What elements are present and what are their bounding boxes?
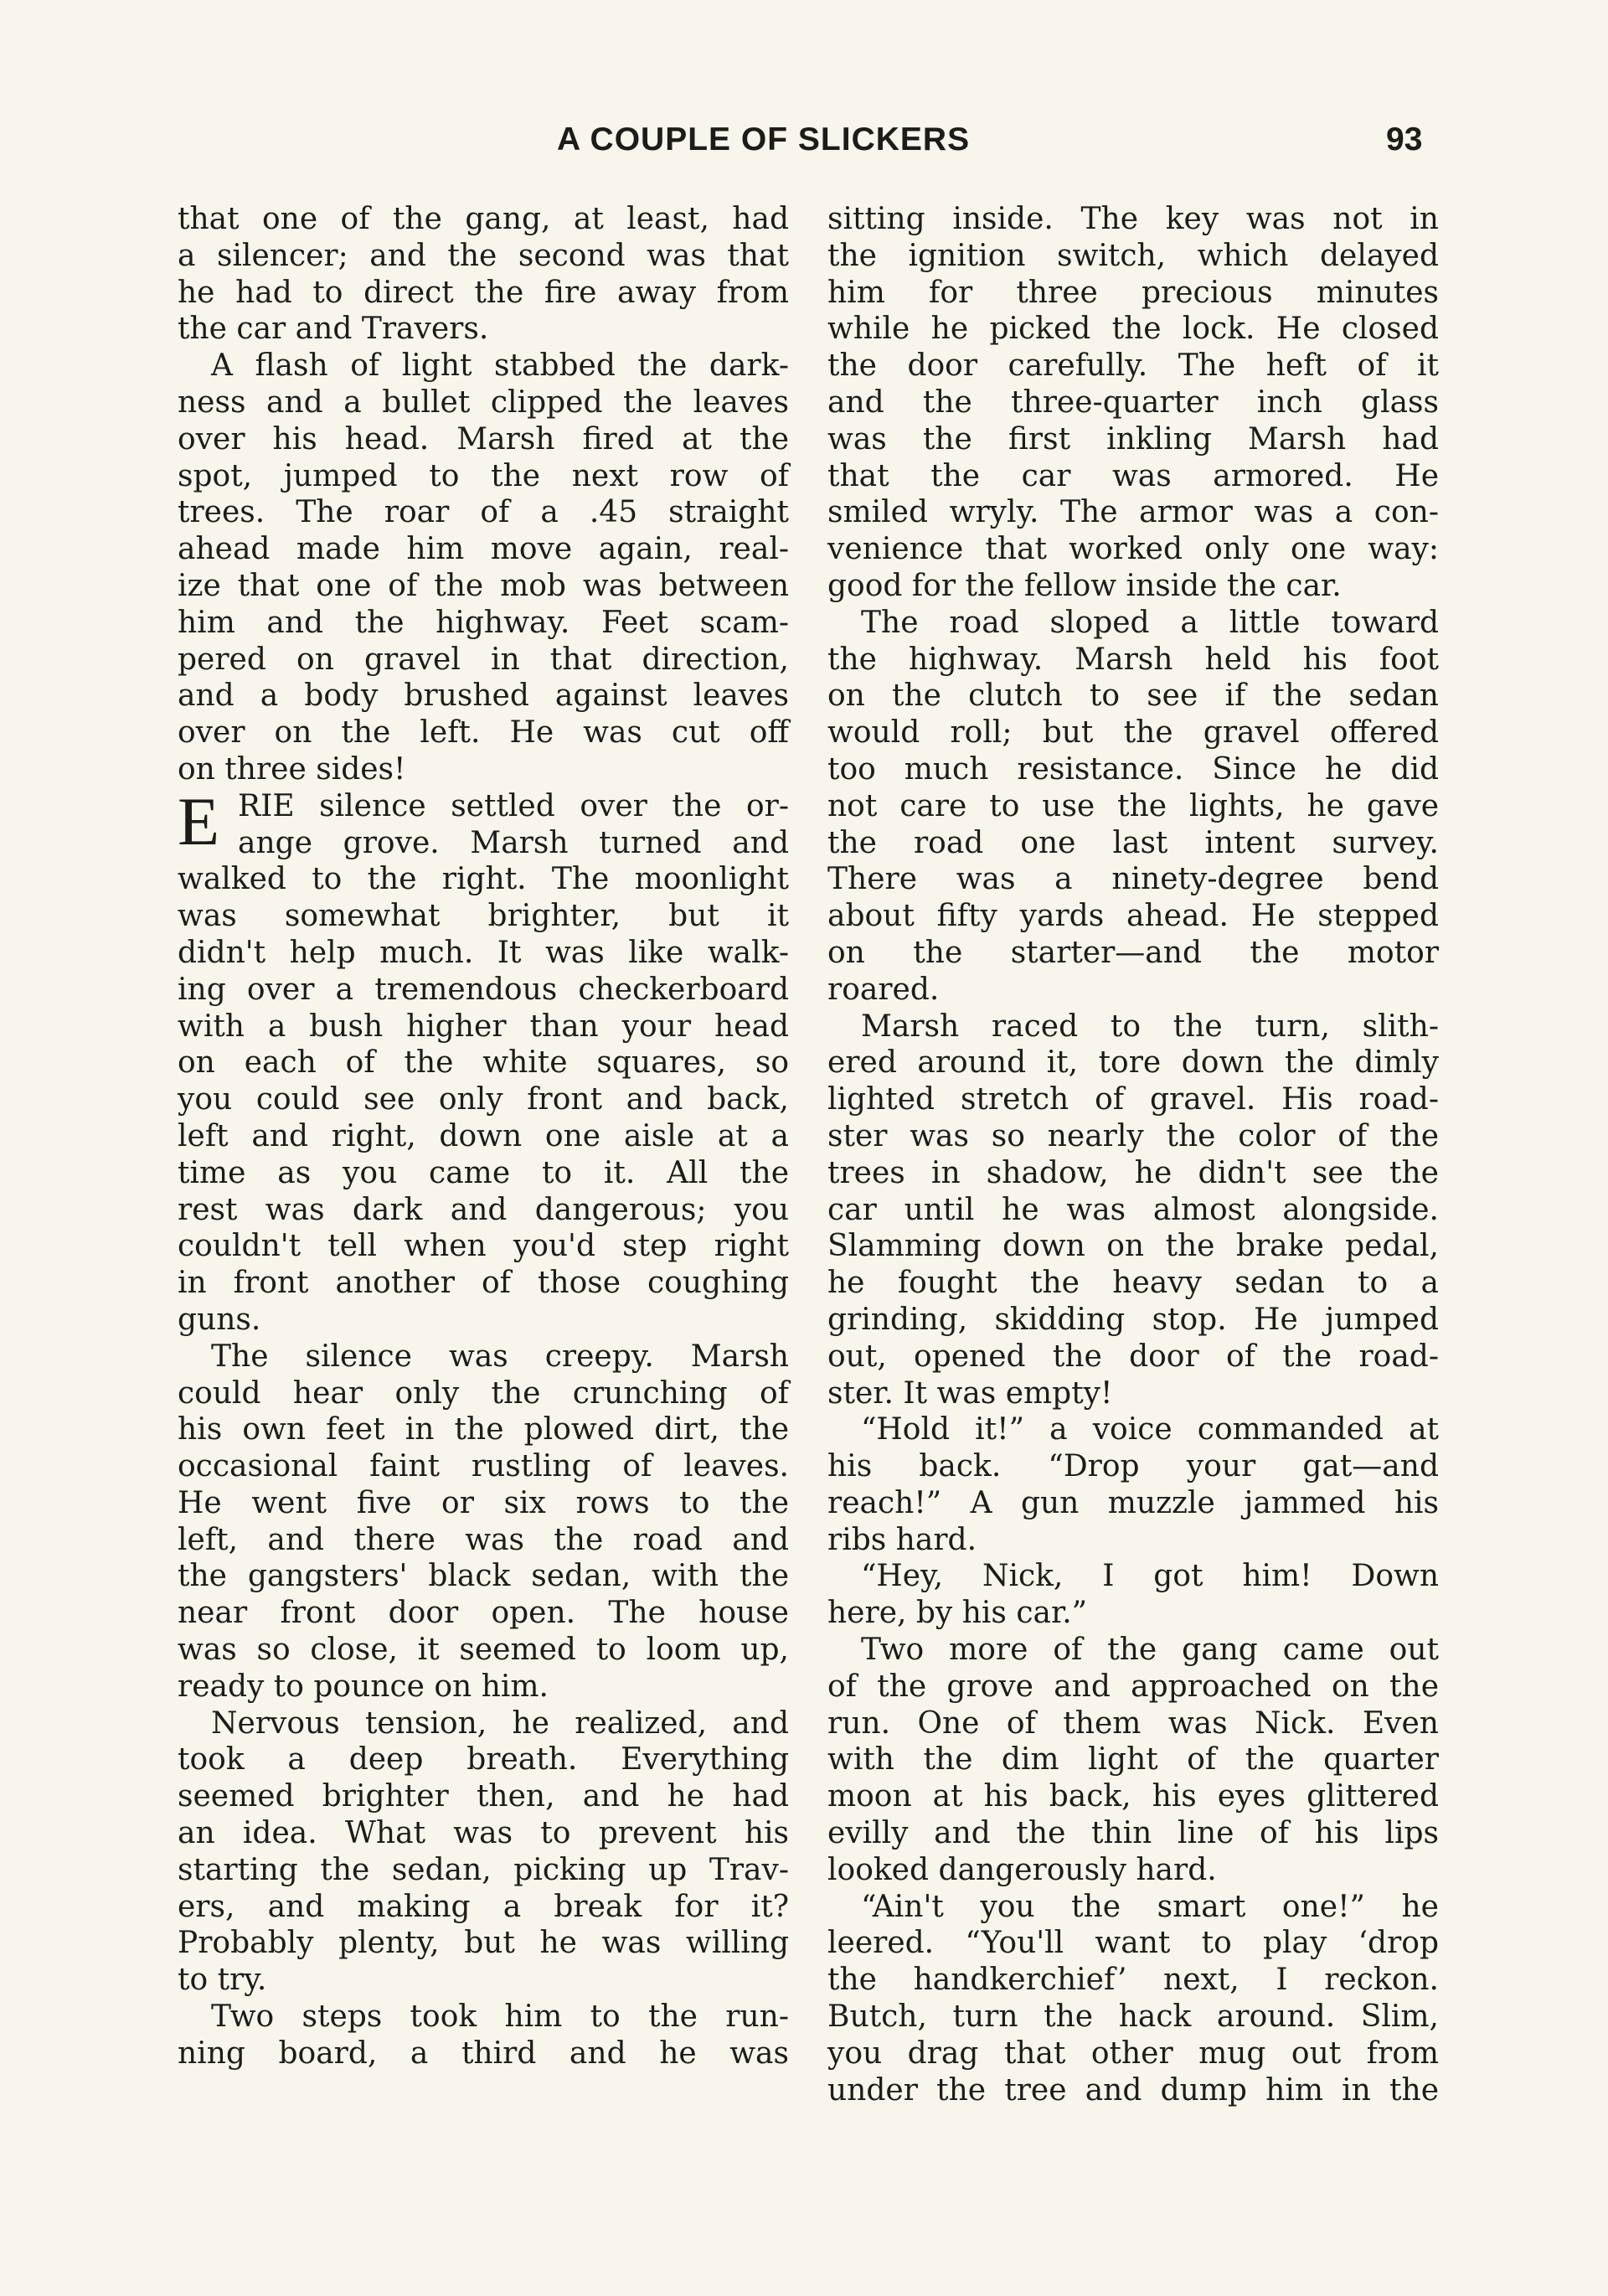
text-line: starting the sedan, picking up Trav- — [178, 1852, 789, 1887]
text-line: rest was dark and dangerous; you — [178, 1192, 789, 1227]
text-line: looked dangerously hard. — [827, 1852, 1217, 1887]
text-line: that the car was armored. He — [827, 458, 1439, 493]
text-line: Butch, turn the hack around. Slim, — [827, 1999, 1439, 2035]
text-line: him for three precious minutes — [827, 275, 1439, 310]
text-line: good for the fellow inside the car. — [827, 568, 1342, 603]
text-line: over his head. Marsh fired at the — [178, 421, 789, 457]
left-column — [178, 201, 789, 2072]
text-line: leered. “You'll want to play ‘drop — [827, 1926, 1439, 1961]
text-line: ahead made him move again, real- — [178, 532, 789, 567]
text-line: the door carefully. The heft of it — [827, 348, 1439, 384]
text-line: He went five or six rows to the — [178, 1485, 789, 1520]
text-line: near front door open. The house — [178, 1596, 789, 1631]
text-line: Slamming down on the brake pedal, — [827, 1229, 1439, 1264]
text-line: the gangsters' black sedan, with the — [178, 1559, 789, 1594]
text-line: and the three-quarter inch glass — [827, 384, 1439, 420]
text-line: venience that worked only one way: — [827, 532, 1439, 567]
text-line: an idea. What was to prevent his — [178, 1816, 789, 1851]
text-line: not care to use the lights, he gave — [827, 788, 1439, 823]
text-line: the highway. Marsh held his foot — [827, 642, 1439, 677]
text-line: ster. It was empty! — [827, 1375, 1113, 1411]
text-line: that one of the gang, at least, had — [178, 202, 789, 236]
text-line: ers, and making a break for it? — [178, 1889, 789, 1924]
page-header — [0, 121, 1608, 163]
text-line: his back. “Drop your gat—and — [827, 1449, 1439, 1484]
text-line: didn't help much. It was like walk- — [178, 935, 789, 970]
text-line: evilly and the thin line of his lips — [827, 1816, 1439, 1851]
text-line: ered around it, tore down the dimly — [827, 1045, 1439, 1081]
text-line: car until he was almost alongside. — [827, 1192, 1439, 1227]
text-line: you drag that other mug out from — [827, 2035, 1439, 2071]
text-line: him and the highway. Feet scam- — [178, 605, 789, 640]
text-line: reach!” A gun muzzle jammed his — [827, 1485, 1439, 1520]
text-line: ready to pounce on him. — [178, 1669, 549, 1704]
text-line: he fought the heavy sedan to a — [827, 1266, 1439, 1301]
text-line: could hear only the crunching of — [178, 1375, 789, 1411]
text-line: guns. — [178, 1302, 261, 1337]
text-line: roared. — [827, 972, 940, 1007]
drop-cap: E — [178, 782, 220, 859]
text-line: the road one last intent survey. — [827, 825, 1439, 860]
text-line: and a body brushed against leaves — [178, 678, 789, 714]
text-line: “Ain't you the smart one!” he — [861, 1889, 1439, 1924]
text-line: ange grove. Marsh turned and — [238, 825, 789, 860]
text-line: was the first inkling Marsh had — [827, 421, 1439, 457]
text-line: while he picked the lock. He closed — [827, 312, 1439, 347]
text-line: his own feet in the plowed dirt, the — [178, 1412, 789, 1447]
text-line: under the tree and dump him in the — [827, 2072, 1439, 2108]
text-line: would roll; but the gravel offered — [827, 715, 1439, 751]
text-line: was somewhat brighter, but it — [178, 899, 789, 934]
text-line: the car and Travers. — [178, 312, 489, 347]
text-line: on the starter—and the motor — [827, 935, 1439, 970]
text-line: occasional faint rustling of leaves. — [178, 1449, 789, 1484]
text-line: over on the left. He was cut off — [178, 715, 789, 751]
text-line: on the clutch to see if the sedan — [827, 678, 1439, 714]
text-line: The silence was creepy. Marsh — [211, 1339, 789, 1374]
text-line: Nervous tension, he realized, and — [211, 1705, 789, 1741]
page-number: 93 — [1386, 121, 1423, 157]
text-line: RIE silence settled over the or- — [238, 788, 789, 823]
text-line: run. One of them was Nick. Even — [827, 1705, 1439, 1741]
text-line: the ignition switch, which delayed — [827, 238, 1439, 273]
text-line: Marsh raced to the turn, slith- — [861, 1009, 1439, 1044]
text-line: ning board, a third and he was — [178, 2035, 789, 2071]
running-title: A COUPLE OF SLICKERS — [557, 121, 971, 157]
text-line: here, by his car.” — [827, 1596, 1088, 1631]
text-line: grinding, skidding stop. He jumped — [827, 1302, 1439, 1337]
text-line: couldn't tell when you'd step right — [178, 1229, 789, 1264]
text-line: There was a ninety-degree bend — [827, 862, 1439, 897]
drop-cap-paragraph — [178, 782, 789, 862]
text-line: ness and a bullet clipped the leaves — [178, 384, 789, 420]
text-line: sitting inside. The key was not in — [827, 202, 1439, 236]
text-line: lighted stretch of gravel. His road- — [827, 1082, 1439, 1117]
text-line: left, and there was the road and — [178, 1522, 789, 1557]
text-line: out, opened the door of the road- — [827, 1339, 1439, 1374]
text-line: “Hold it!” a voice commanded at — [861, 1412, 1439, 1447]
text-line: was so close, it seemed to loom up, — [178, 1633, 789, 1668]
text-line: the handkerchief’ next, I reckon. — [827, 1963, 1439, 1998]
text-line: time as you came to it. All the — [178, 1155, 789, 1190]
text-line: seemed brighter then, and he had — [178, 1779, 789, 1814]
text-line: smiled wryly. The armor was a con- — [827, 495, 1439, 530]
text-line: spot, jumped to the next row of — [178, 458, 789, 493]
text-line: with the dim light of the quarter — [827, 1742, 1439, 1777]
text-line: The road sloped a little toward — [861, 605, 1439, 640]
text-line: on three sides! — [178, 751, 406, 787]
text-line: left and right, down one aisle at a — [178, 1118, 789, 1153]
text-line: ize that one of the mob was between — [178, 568, 789, 603]
text-line: too much resistance. Since he did — [827, 751, 1439, 787]
right-column — [827, 201, 1439, 2108]
text-line: ster was so nearly the color of the — [827, 1118, 1439, 1153]
text-line: with a bush higher than your head — [178, 1009, 789, 1044]
text-line: ribs hard. — [827, 1522, 977, 1557]
text-line: Two more of the gang came out — [861, 1633, 1439, 1668]
text-line: he had to direct the fire away from — [178, 275, 789, 310]
text-line: “Hey, Nick, I got him! Down — [861, 1559, 1439, 1594]
text-line: A flash of light stabbed the dark- — [211, 348, 789, 384]
text-line: pered on gravel in that direction, — [178, 642, 789, 677]
text-line: moon at his back, his eyes glittered — [827, 1779, 1439, 1814]
text-line: to try. — [178, 1963, 267, 1998]
text-line: walked to the right. The moonlight — [178, 862, 789, 897]
text-line: in front another of those coughing — [178, 1266, 789, 1301]
text-line: took a deep breath. Everything — [178, 1742, 789, 1777]
text-line: Probably plenty, but he was willing — [178, 1926, 789, 1961]
text-line: of the grove and approached on the — [827, 1669, 1439, 1704]
text-line: on each of the white squares, so — [178, 1045, 789, 1081]
text-line: ing over a tremendous checkerboard — [178, 972, 789, 1007]
text-line: a silencer; and the second was that — [178, 238, 789, 273]
text-line: Two steps took him to the run- — [211, 1999, 789, 2035]
text-line: about fifty yards ahead. He stepped — [827, 899, 1439, 934]
text-line: you could see only front and back, — [178, 1082, 789, 1117]
text-line: trees in shadow, he didn't see the — [827, 1155, 1439, 1190]
text-line: trees. The roar of a .45 straight — [178, 495, 789, 530]
